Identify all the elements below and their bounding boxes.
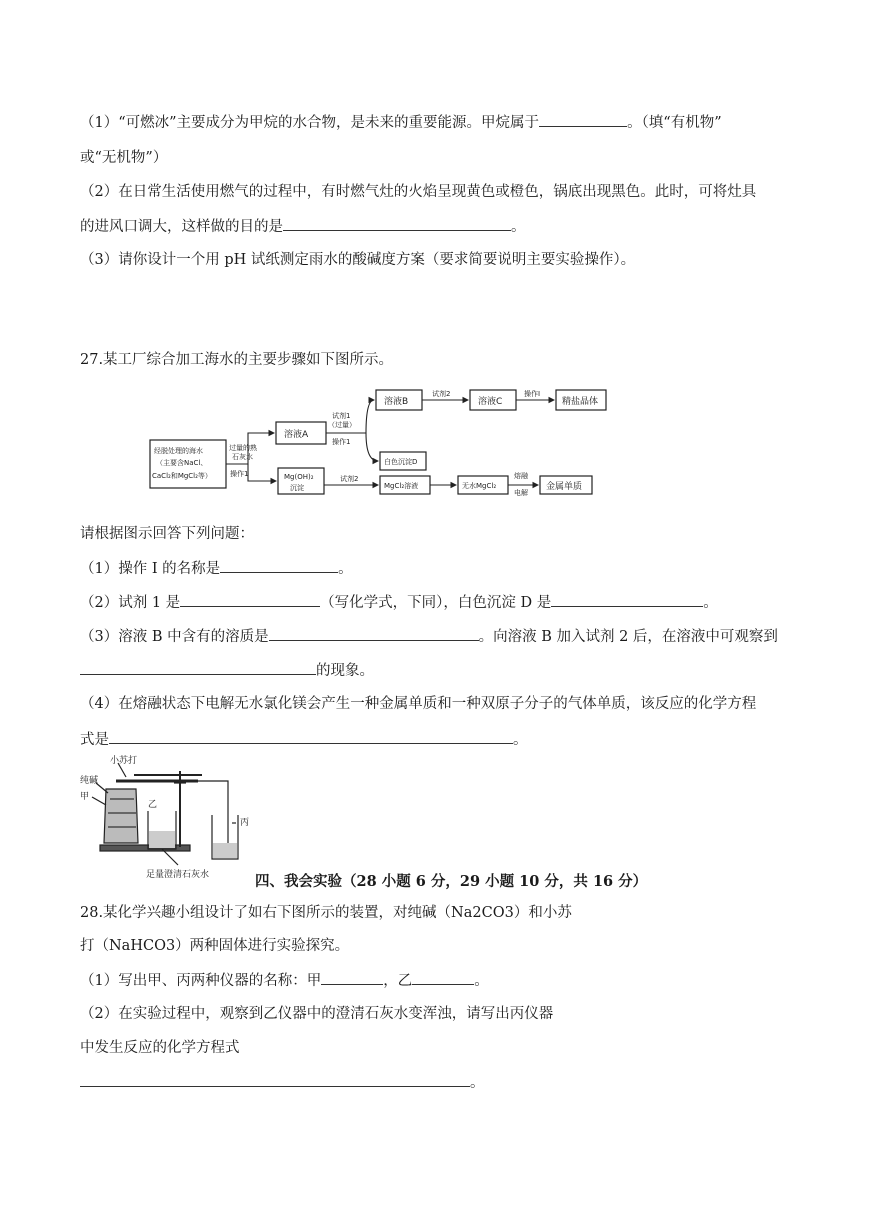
q28-sub1-blank2[interactable] xyxy=(412,970,474,985)
experiment-apparatus-figure xyxy=(78,753,258,883)
q27-sub2-blank1[interactable] xyxy=(180,592,320,607)
fuse-label-2: 电解 xyxy=(514,489,528,496)
q28-stem-line2: 打（NaHCO3）两种固体进行实验探究。 xyxy=(80,938,350,954)
q28-sub1-blank1[interactable] xyxy=(321,970,383,985)
fuse-label-1: 熔融 xyxy=(514,472,528,480)
q26-part2-line1: （2）在日常生活使用燃气的过程中，有时燃气灶的火焰呈现黄色或橙色，锅底出现黑色。此时，可将灶具 xyxy=(80,184,757,200)
q28-sub2-blank[interactable] xyxy=(80,1072,470,1087)
lime-label-1: 过量的熟 xyxy=(229,444,257,452)
q27-sub3-line1: （3）溶液 B 中含有的溶质是 。向溶液 B 加入试剂 2 后，在溶液中可观察到 xyxy=(80,626,778,647)
anhydrous-mgcl2-label: 无水MgCl₂ xyxy=(462,482,497,490)
q26-part2-line2: 的进风口调大，这样做的目的是 。 xyxy=(80,216,526,237)
crystal-label: 精盐晶体 xyxy=(562,397,599,407)
q27-sub4-blank[interactable] xyxy=(109,729,513,744)
q27-sub2-blank2[interactable] xyxy=(551,592,703,607)
yi-label: 乙 xyxy=(148,800,158,810)
q27-sub1: （1）操作 I 的名称是 。 xyxy=(80,558,353,579)
baking-soda-label: 小苏打 xyxy=(110,756,138,766)
q28-sub2-line3: 。 xyxy=(80,1072,485,1093)
q28-sub1: （1）写出甲、丙两种仪器的名称：甲 ，乙 。 xyxy=(80,970,489,991)
lime-label-2: 石灰水 xyxy=(232,453,253,461)
q26-part1-line2: 或“无机物”） xyxy=(80,150,168,166)
reagent2-bottom-label: 试剂2 xyxy=(340,475,359,483)
q27-sub3-line2: 的现象。 xyxy=(80,660,374,681)
mg-hydroxide-label-1: Mg(OH)₂ xyxy=(284,473,314,481)
mgcl2-solution-label: MgCl₂溶液 xyxy=(384,482,419,490)
seawater-label-1: 经脱处理的海水 xyxy=(154,447,203,455)
q26-part1-line1: （1）“可燃冰”主要成分为甲烷的水合物，是未来的重要能源。甲烷属于 。（填“有机物” xyxy=(80,112,722,133)
metal-label: 金属单质 xyxy=(546,482,583,492)
seawater-label-3: CaCl₂和MgCl₂等） xyxy=(152,472,212,480)
reagent1-label-2: （过量） xyxy=(328,421,356,429)
q27-sub2: （2）试剂 1 是 （写化学式，下同），白色沉淀 D 是 。 xyxy=(80,592,718,613)
q28-sub2-line2: 中发生反应的化学方程式 xyxy=(80,1040,240,1056)
q27-sub4-line1: （4）在熔融状态下电解无水氯化镁会产生一种金属单质和一种双原子分子的气体单质，该反应的化学方程 xyxy=(80,696,757,712)
bing-label: 丙 xyxy=(240,818,250,828)
q26-part2-blank[interactable] xyxy=(283,216,511,231)
solution-a-label: 溶液A xyxy=(284,430,309,440)
q26-part3: （3）请你设计一个用 pH 试纸测定雨水的酸碱度方案（要求简要说明主要实验操作）。 xyxy=(80,252,636,268)
jia-label: 甲 xyxy=(80,792,90,802)
op1-mid-label: 操作1 xyxy=(332,438,351,446)
q27-sub1-blank[interactable] xyxy=(220,558,338,573)
q27-sub3-blank2[interactable] xyxy=(80,660,316,675)
q28-sub2-line1: （2）在实验过程中，观察到乙仪器中的澄清石灰水变浑浊，请写出丙仪器 xyxy=(80,1006,554,1022)
limewater-label: 足量澄清石灰水 xyxy=(146,870,210,880)
q27-stem: 27.某工厂综合加工海水的主要步骤如下图所示。 xyxy=(80,352,394,368)
q28-stem-line1: 28.某化学兴趣小组设计了如右下图所示的装置，对纯碱（Na2CO3）和小苏 xyxy=(80,905,572,921)
q26-part1-blank[interactable] xyxy=(539,112,627,127)
solution-c-label: 溶液C xyxy=(478,397,503,407)
seawater-process-flowchart xyxy=(148,380,618,496)
soda-label: 纯碱 xyxy=(80,776,99,786)
solution-b-label: 溶液B xyxy=(384,397,409,407)
white-ppt-label: 白色沉淀D xyxy=(384,458,418,466)
mg-hydroxide-label-2: 沉淀 xyxy=(290,484,304,492)
operation-i-label: 操作I xyxy=(524,390,541,398)
seawater-label-2: （主要含NaCl、 xyxy=(156,459,208,467)
reagent1-label-1: 试剂1 xyxy=(332,412,351,420)
q27-sub4-line2: 式是 。 xyxy=(80,729,528,750)
section-4-heading: 四、我会实验（28 小题 6 分，29 小题 10 分，共 16 分） xyxy=(255,873,648,890)
op1-left-label: 操作1 xyxy=(230,470,249,478)
q27-sub3-blank1[interactable] xyxy=(269,626,479,641)
q27-prompt: 请根据图示回答下列问题： xyxy=(80,526,254,542)
reagent2-top-label: 试剂2 xyxy=(432,390,451,398)
